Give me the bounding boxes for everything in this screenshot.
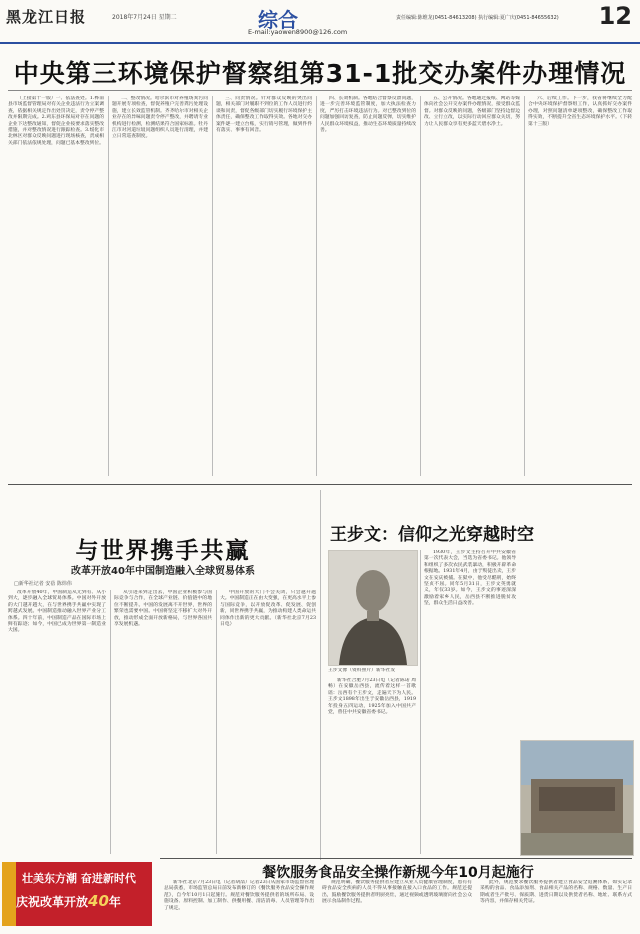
section-rule xyxy=(160,858,632,859)
banner-prefix: 庆祝改革开放 xyxy=(16,895,89,909)
lead-rule xyxy=(8,90,632,91)
section-rule xyxy=(8,484,632,485)
banner-number: 40 xyxy=(88,892,109,910)
column-divider xyxy=(316,96,317,476)
food-headline: 餐饮服务食品安全操作新规今年10月起施行 xyxy=(262,865,534,881)
newspaper-logo: 黑龙江日报 xyxy=(6,8,87,26)
column-divider xyxy=(524,96,525,476)
masthead xyxy=(0,0,640,44)
portrait-caption: 王步文像（资料照片）新华社发 xyxy=(328,668,396,673)
food-column xyxy=(164,880,314,930)
lead-paragraph: 五、公开情况。各地通过报纸、网站等媒体向社会公开交办案件办理情况，接受群众监督。对群众反映的问题，各级部门坚持边督边改、立行立改，以实际行动回应群众关切，努力让人民群众享有更多蓝天碧水净土。 xyxy=(424,96,520,127)
food-paragraph: 新华社北京7月23日电（记者胡喆）记者23日从国家市场监督管理总局获悉，市场监管总局日前发布新修订的《餐饮服务食品安全操作规范》，自今年10月1日起施行。规范对餐饮服务提供者的场所布局、设施设备、原料控制、加工制作、供餐用餐、清洁消毒、人员管理等作出了规定。 xyxy=(164,880,314,911)
banner-slogan: 壮美东方潮 奋进新时代 xyxy=(22,872,136,885)
memorial-image xyxy=(521,741,633,855)
column-divider xyxy=(320,490,321,860)
lead-paragraph: 三、问责情况。针对群众反映的突出问题，相关部门对履职不到位的工作人员进行约谈和问责，督促各级部门切实履行环境保护主体责任，确保整改工作取得实效。各地对交办案件逐一建立台账，实行销号管理，做到件件有落实、事事有回音。 xyxy=(216,96,312,134)
wang-headline: 王步文：信仰之光穿越时空 xyxy=(330,525,534,545)
reform-byline: □新华社记者 安蓓 陈炜伟 xyxy=(14,581,72,587)
lead-paragraph: （上接第十一版）一、依法查处。1.桦南县市场监督管理局对有关企业违法行为立案调查，依据相关规定作出处罚决定，责令停产整改并限期完成。2.鸡东县环保局对存在问题的企业下达整改通知，督促企业按要求落实整改措施，并对整改情况进行跟踪检查。3.绥化市北林区对群众反映问题进行现场核查，责成相关部门依法依规处理，问题已基本整改到位。 xyxy=(8,96,104,146)
column-divider xyxy=(420,550,421,854)
wang-column xyxy=(424,550,516,854)
lead-column xyxy=(320,96,416,476)
lead-column xyxy=(8,96,104,476)
lead-column xyxy=(112,96,208,476)
reform-paragraph: 中国开放的大门不会关闭，只会越开越大。中国制造正在由大变强，在更高水平上参与国际竞争，以开放促改革、促发展、促创新，同世界携手共赢，为推动构建人类命运共同体作出新的更大贡献。（新华社北京7月23日电） xyxy=(220,590,316,628)
portrait-photo xyxy=(328,550,418,666)
lead-headline: 中央第三环境保护督察组第31-1批交办案件办理情况 xyxy=(13,59,627,88)
reform-subheadline: 改革开放40年中国制造融入全球贸易体系 xyxy=(71,566,255,577)
reform-column xyxy=(220,590,316,854)
memorial-photo xyxy=(520,740,634,856)
column-divider xyxy=(420,96,421,476)
section-title: 综合 xyxy=(258,8,298,32)
lead-column xyxy=(528,96,632,476)
food-column xyxy=(480,880,632,930)
portrait-image xyxy=(329,551,417,665)
reform-headline: 与世界携手共赢 xyxy=(75,538,251,564)
reform-paragraph: 从引进来到走出去，中国企业积极参与国际竞争与合作，在全球产业链、价值链中的地位不断提升。中国的发展离不开世界，世界的繁荣也需要中国。中国将坚定不移扩大对外开放，推动形成全面开放新格局，与世界各国共享发展机遇。 xyxy=(114,590,212,628)
column-divider xyxy=(110,590,111,854)
lead-column xyxy=(216,96,312,476)
lead-column xyxy=(424,96,520,476)
banner-anniversary xyxy=(16,892,121,910)
food-column xyxy=(322,880,472,930)
lead-paragraph: 二、整改情况。哈尔滨市对养殖场粪污问题开展专项检查，督促养殖户完善粪污处理设施，建立长效监管机制。齐齐哈尔市对相关企业存在的异味问题责令停产整改，并聘请专业机构进行检测，检测结果符合国家标准。牡丹江市对河道垃圾问题组织人员进行清理，并建立日常巡查制度。 xyxy=(112,96,208,140)
banner-stripe xyxy=(2,862,16,926)
wang-lead-paragraph: 新华社合肥7月23日电（记者陈诺 周畅）在安徽岳西县，流传着这样一首歌谣：岳西有个王步文，走遍天下为人民。王步文1898年出生于安徽岳西县，1919年投身五四运动，1925年加入中国共产党，曾任中共安徽省委书记。 xyxy=(328,678,416,716)
reform-paragraph: 改革开放40年，中国制造从无到有、从小到大，逐步融入全球贸易体系。中国对外开放的大门越开越大，在与世界携手共赢中实现了跨越式发展。中国制造推动融入世界产业分工体系。四十年前，中国制造产品在国际市场上鲜有踪迹；如今，中国已成为世界第一制造业大国。 xyxy=(8,590,106,634)
lead-paragraph: 六、后续工作。下一步，我省将继续全力配合中央环境保护督察组工作，认真抓好交办案件办理，对照问题清单逐项整改，确保整改工作取得实效，不断提升全省生态环境保护水平。（下转第十三版） xyxy=(528,96,632,127)
anniversary-banner xyxy=(2,862,152,926)
page-number: 12 xyxy=(598,2,632,30)
food-paragraph: 此外，规范要求餐饮服务提供者建立食品安全追溯体系，如实记录采购的食品、食品添加剂、食品相关产品的名称、规格、数量、生产日期或者生产批号、保质期、进货日期以及供货者名称、地址、联系方式等内容，并保存相关凭证。 xyxy=(480,880,632,905)
lead-paragraph: 四、长效机制。各地结合督察反馈问题，进一步完善环境监管制度，加大执法检查力度，严厉打击环境违法行为。对已整改到位的问题加强回访复查，防止问题反弹，切实维护人民群众环境权益，推动生态环境质量持续改善。 xyxy=(320,96,416,134)
wang-body-paragraph: 1930年，王步文主持召开中共安徽省第一次代表大会，当选为省委书记。他领导和组织了多次农民武装暴动，积极开辟革命根据地。1931年4月，由于叛徒出卖，王步文在安庆被捕。在狱中，他受尽酷刑，始终坚贞不屈。同年5月31日，王步文英勇就义，年仅33岁。如今，王步文的事迹深深激励着家乡人民，岳西县不断推进脱贫攻坚，群众生活日益改善。 xyxy=(424,550,516,607)
column-divider xyxy=(108,96,109,476)
editor-credits: 责任编辑:陈维龙(0451-84613208) 执行编辑:夏广庆(0451-84655632) xyxy=(396,15,559,21)
issue-date: 2018年7月24日 星期二 xyxy=(112,14,177,21)
reform-column xyxy=(114,590,212,854)
column-divider xyxy=(212,96,213,476)
food-paragraph: 规范明确，餐饮服务提供者应建立从业人员健康管理制度，患有有碍食品安全疾病的人员不得从事接触直接入口食品的工作。规范还提出，鼓励餐饮服务提供者明厨亮灶，通过视频或透明玻璃窗向社会公众展示食品制作过程。 xyxy=(322,880,472,905)
wang-column xyxy=(328,678,416,854)
column-divider xyxy=(216,590,217,854)
banner-suffix: 年 xyxy=(108,895,121,909)
reform-column xyxy=(8,590,106,854)
section-email: E-mail:yaowen8900@126.com xyxy=(248,28,348,36)
